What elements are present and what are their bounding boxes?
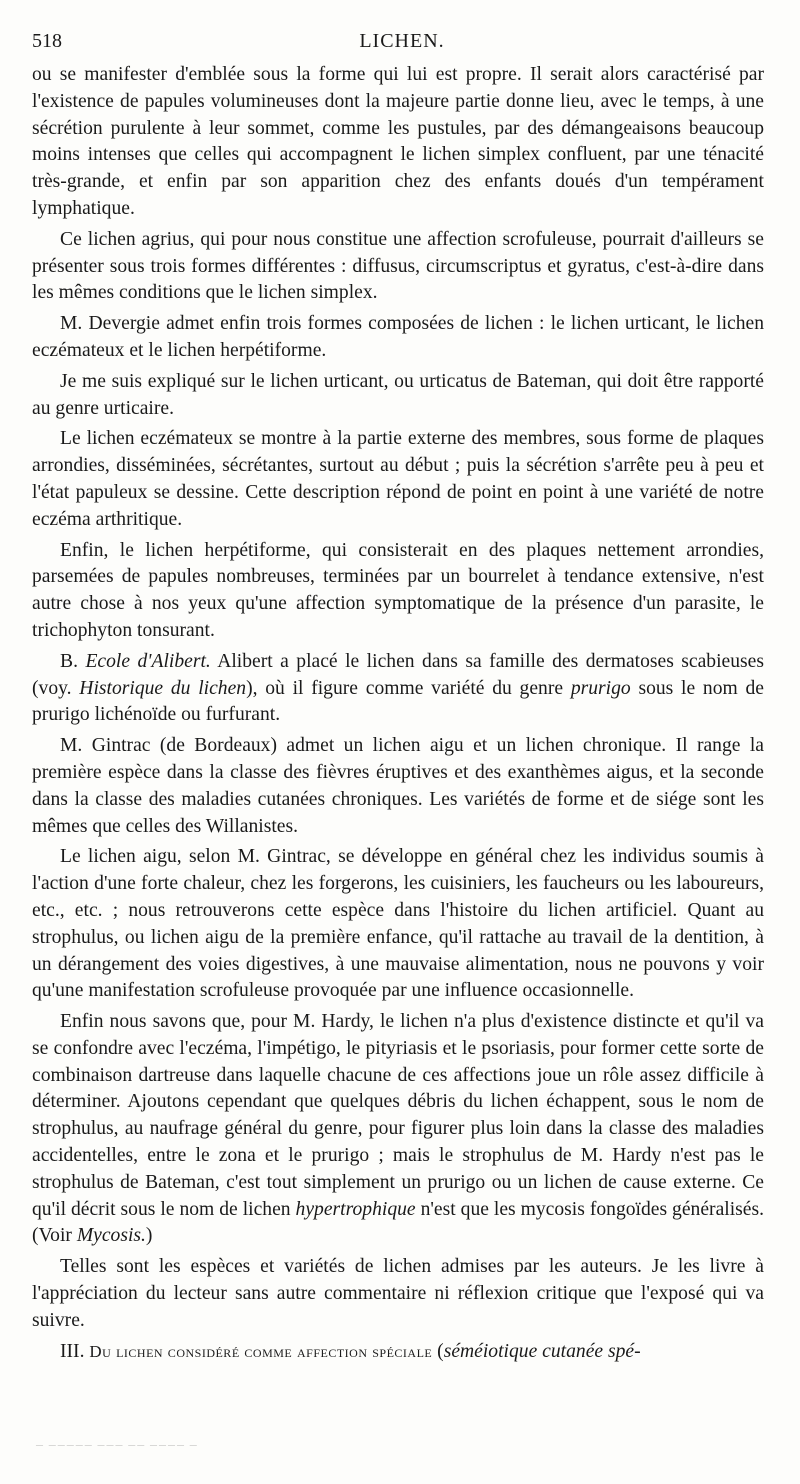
footer-mark: — ————— ——— —— ———— — <box>36 1441 199 1449</box>
running-title: LICHEN. <box>359 30 445 52</box>
paragraph: ou se manifester d'emblée sous la forme qui lui est propre. Il serait alors caractérisé par l'existence de papules volumineuses dont la majeure partie donne lieu, avec le temps, à une sécrétion purulente à leur sommet, comme les pustules, par des démangeaisons beaucoup moins intenses que celles qui accompagnent le lichen simplex confluent, par une ténacité très-grande, et enfin par son apparition chez des enfants doués d'un tempérament lymphatique. <box>32 64 764 219</box>
section-heading: Du lichen considéré comme affection spéciale <box>89 1341 433 1361</box>
paragraph-text: ( <box>432 1340 444 1362</box>
genus-term: prurigo <box>570 677 631 699</box>
reference-title: Historique du lichen <box>79 677 247 699</box>
paragraph: M. Devergie admet enfin trois formes composées de lichen : le lichen urticant, le lichen eczémateux et le lichen herpétiforme. <box>32 313 764 361</box>
paragraph: Le lichen aigu, selon M. Gintrac, se développe en général chez les individus soumis à l'action d'une forte chaleur, chez les forgerons, les cuisiniers, les faucheurs ou les laboureurs, etc., etc. ; nous retrouverons cette espèce dans l'histoire du lichen artificiel. Quant au strophulus, ou lichen aigu de la première enfance, qu'il rattache au travail de la dentition, à un dérangement des voies digestives, à une mauvaise alimentation, nous ne pouvons y voir qu'une manifestation scrofuleuse provoquée par une influence occasionnelle. <box>32 846 764 1002</box>
section-letter: B. <box>60 650 86 672</box>
cross-reference: Mycosis. <box>76 1225 146 1247</box>
section-heading: Ecole d'Alibert. <box>85 650 211 672</box>
paragraph-hardy <box>32 1009 764 1250</box>
body-text <box>32 62 764 1365</box>
paragraph: Je me suis expliqué sur le lichen urticant, ou urticatus de Bateman, qui doit être rapporté au genre urticaire. <box>32 370 764 419</box>
paragraph: M. Gintrac (de Bordeaux) admet un lichen aigu et un lichen chronique. Il range la première espèce dans la classe des fièvres éruptives et des exanthèmes aigus, et la seconde dans la classe des maladies cutanées chroniques. Les variétés de forme et de siége sont les mêmes que celles des Willanistes. <box>32 735 764 837</box>
paragraph-text: sous le nom de prurigo lichénoïde ou furfurant. <box>32 677 764 726</box>
section-subtitle: séméiotique cutanée spé- <box>443 1340 641 1362</box>
section-heading-paragraph <box>32 1339 764 1366</box>
paragraph-text: n'est que les mycosis fongoïdes généralisés. (Voir <box>32 1198 765 1247</box>
page-header <box>32 30 772 60</box>
paragraph: Enfin, le lichen herpétiforme, qui consisterait en des plaques nettement arrondies, parsemées de papules nombreuses, terminées par un bourrelet à tendance extensive, n'est autre chose à nos yeux qu'une affection symptomatique de la présence d'un parasite, le trichophyton tonsurant. <box>32 539 764 641</box>
paragraph-text: ) <box>145 1225 153 1247</box>
paragraph: Ce lichen agrius, qui pour nous constitue une affection scrofuleuse, pourrait d'ailleurs se présenter sous trois formes différentes : diffusus, circumscriptus et gyratus, c'est-à-dire dans les mêmes conditions que le lichen simplex. <box>32 228 764 304</box>
paragraph-alibert <box>32 649 764 729</box>
paragraph-text: Alibert a placé le lichen dans sa famille des dermatoses scabieuses (voy. <box>32 650 764 699</box>
paragraph-text: ), où il figure comme variété du genre <box>246 677 571 699</box>
paragraph: Telles sont les espèces et variétés de lichen admises par les auteurs. Je les livre à l'appréciation du lecteur sans autre commentaire ni réflexion critique que l'exposé qui va suivre. <box>32 1256 764 1331</box>
paragraph: Le lichen eczémateux se montre à la partie externe des membres, sous forme de plaques arrondies, disséminées, sécrétantes, surtout au début ; puis la sécrétion s'arrête peu à peu et l'état papuleux se dessine. Cette description répond de point en point à une variété de notre eczéma arthritique. <box>32 428 764 530</box>
italic-term: hypertrophique <box>295 1198 416 1220</box>
paragraph-text: Enfin nous savons que, pour M. Hardy, le lichen n'a plus d'existence distincte et qu'il va se confondre avec l'eczéma, l'impétigo, le pityriasis et le psoriasis, pour former cette sorte de combinaison dartreuse dans laquelle chacune de ces affections joue un rôle assez difficile à déterminer. Ajoutons cependant que quelques débris du lichen échappent, sous le nom de strophulus, au naufrage général du genre, pour figurer plus loin dans la classe des maladies accidentelles, entre le zona et le prurigo ; mais le strophulus de M. Hardy n'est pas le strophulus de Bateman, c'est tout simplement un prurigo ou un lichen de cause externe. Ce qu'il décrit sous le nom de lichen <box>32 1011 764 1220</box>
page-number: 518 <box>32 30 62 52</box>
section-number: III. <box>60 1340 90 1362</box>
